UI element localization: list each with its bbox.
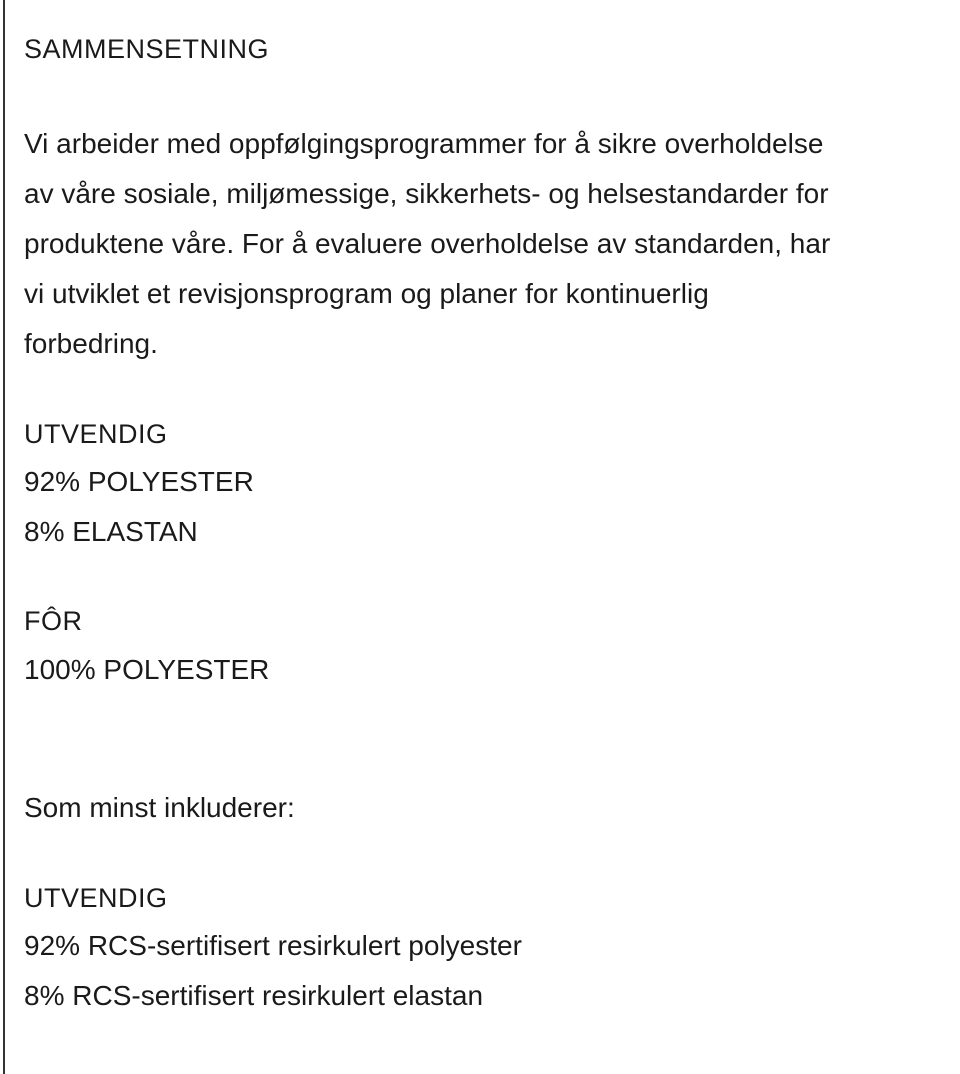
intro-line: Vi arbeider med oppfølgingsprogrammer for å sikre overholdelse [24,128,824,159]
section-title: SAMMENSETNING [24,34,270,64]
intro-line: forbedring. [24,328,158,359]
lining-label: FÔR [24,606,83,636]
minimum-item: 92% RCS-sertifisert resirkulert polyester [24,930,522,961]
outer-label: UTVENDIG [24,419,168,449]
composition-item: 100% POLYESTER [24,654,270,685]
minimum-outer-label: UTVENDIG [24,883,168,913]
left-border [3,0,5,1074]
minimum-intro: Som minst inkluderer: [24,792,295,823]
composition-item: 92% POLYESTER [24,466,254,497]
intro-line: vi utviklet et revisjonsprogram og planer for kontinuerlig [24,278,709,309]
composition-item: 8% ELASTAN [24,516,198,547]
intro-line: produktene våre. For å evaluere overholdelse av standarden, har [24,228,831,259]
intro-line: av våre sosiale, miljømessige, sikkerhets- og helsestandarder for [24,178,829,209]
minimum-item: 8% RCS-sertifisert resirkulert elastan [24,980,484,1011]
